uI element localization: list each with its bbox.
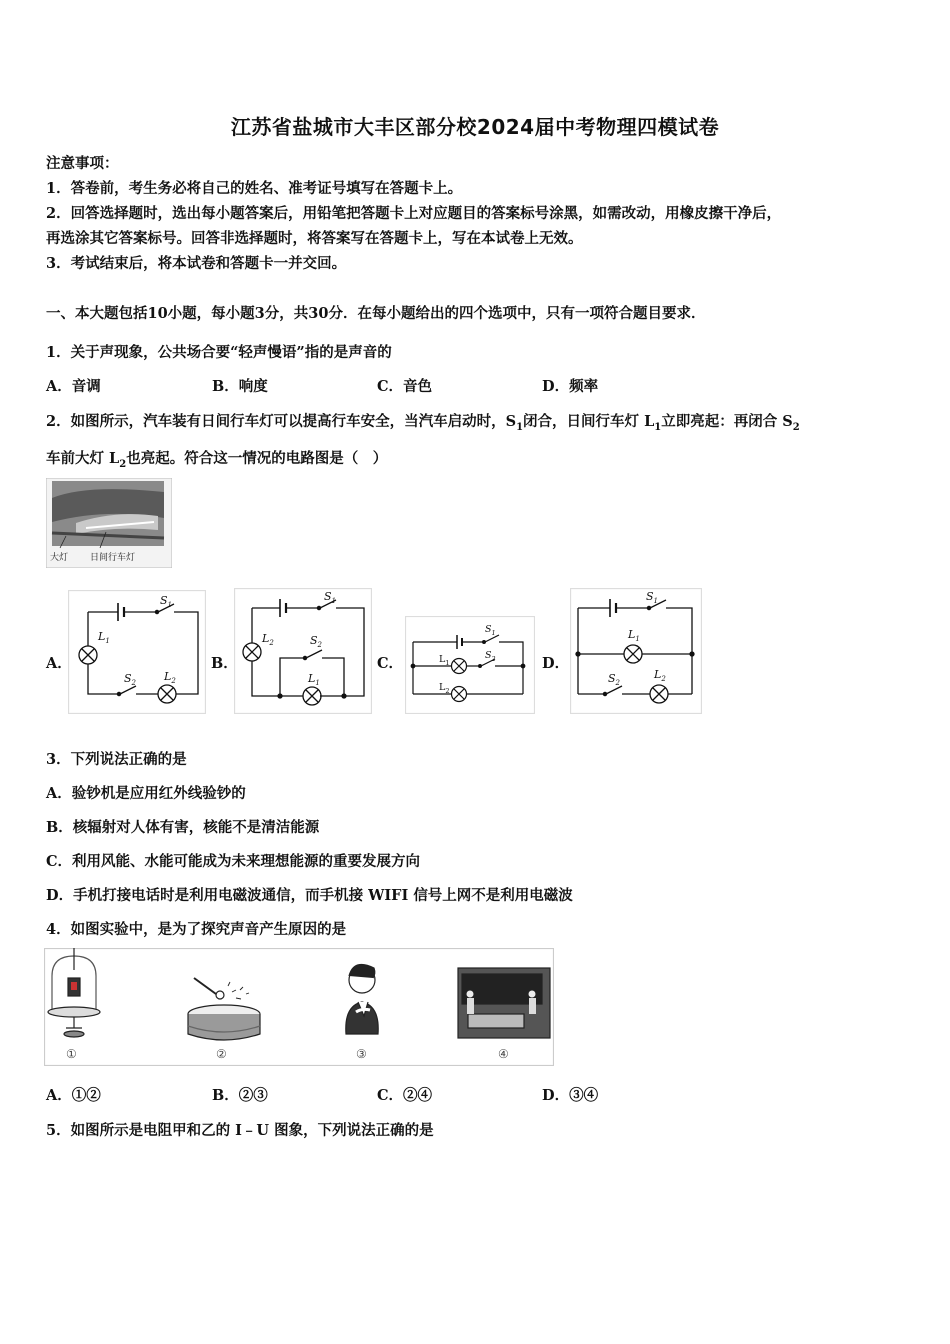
q3-option-d: D．手机打接电话时是利用电磁波通信，而手机接 WIFI 信号上网不是利用电磁波 bbox=[46, 887, 573, 904]
svg-text:L1: $L_1$ bbox=[308, 672, 320, 687]
svg-text:S1: $S_1$ bbox=[646, 590, 659, 605]
svg-text:S1: $S_1$ bbox=[485, 624, 496, 637]
q2-stem-line2: 车前大灯 $L_2$也亮起。符合这一情况的电路图是（ ） bbox=[46, 450, 388, 470]
circuit-diagram-c bbox=[405, 616, 535, 714]
notice-item: 2．回答选择题时，选出每小题答案后，用铅笔把答题卡上对应题目的答案标号涂黑，如需改动，用橡皮擦干净后， bbox=[46, 205, 782, 222]
q1-option-b: B．响度 bbox=[212, 378, 268, 395]
notice-heading: 注意事项： bbox=[46, 155, 119, 172]
q2-option-d-label: D． bbox=[542, 655, 570, 672]
q1-option-a: A．音调 bbox=[46, 378, 101, 395]
q4-option-c: C．②④ bbox=[377, 1087, 433, 1104]
svg-text:S1: $S_1$ bbox=[324, 590, 337, 605]
section-heading: 一、本大题包括10小题，每小题3分，共30分．在每小题给出的四个选项中，只有一项符合题目要求． bbox=[46, 305, 706, 322]
svg-text:L2: $L_2$ bbox=[439, 682, 450, 695]
q3-option-a: A．验钞机是应用红外线验钞的 bbox=[46, 785, 246, 802]
svg-text:S2: $S_2$ bbox=[310, 634, 323, 649]
page-title: 江苏省盐城市大丰区部分校2024届中考物理四模试卷 bbox=[230, 115, 720, 139]
photo-label-headlight: 大灯 bbox=[50, 553, 69, 563]
q2-option-b-label: B． bbox=[211, 655, 238, 672]
q2-option-c-label: C． bbox=[377, 655, 404, 672]
q4-option-d: D．③④ bbox=[542, 1087, 599, 1104]
q3-stem: 3．下列说法正确的是 bbox=[46, 751, 187, 768]
q2-option-a-label: A． bbox=[46, 655, 72, 672]
q4-stem: 4．如图实验中，是为了探究声音产生原因的是 bbox=[46, 921, 347, 938]
q1-option-d: D．频率 bbox=[542, 378, 599, 395]
svg-text:S2: $S_2$ bbox=[124, 672, 137, 687]
q1-option-c: C．音色 bbox=[377, 378, 433, 395]
svg-text:L1: $L_1$ bbox=[628, 628, 640, 643]
svg-text:L1: $L_1$ bbox=[98, 630, 110, 645]
circuit-diagram-a bbox=[68, 590, 206, 714]
q1-stem: 1．关于声现象，公共场合要“轻声慢语”指的是声音的 bbox=[46, 344, 392, 361]
svg-text:S2: $S_2$ bbox=[608, 672, 621, 687]
circuit-diagram-d bbox=[570, 588, 702, 714]
q4-caption-2: ② bbox=[216, 1047, 227, 1061]
q4-option-b: B．②③ bbox=[212, 1087, 268, 1104]
notice-item: 3．考试结束后，将本试卷和答题卡一并交回。 bbox=[46, 255, 347, 272]
car-headlight-photo bbox=[46, 478, 172, 568]
q2-stem-line1: 2．如图所示，汽车装有日间行车灯可以提高行车安全，当汽车启动时，$S_1$闭合，日间行车灯 $L_1$立即亮起：再闭合 $S_2$ bbox=[46, 413, 800, 433]
circuit-diagram-b bbox=[234, 588, 372, 714]
svg-text:L2: $L_2$ bbox=[654, 668, 666, 683]
q4-caption-4: ④ bbox=[498, 1047, 509, 1061]
q4-option-a: A．①② bbox=[46, 1087, 101, 1104]
svg-text:L2: $L_2$ bbox=[262, 632, 274, 647]
notice-item: 1．答卷前，考生务必将自己的姓名、准考证号填写在答题卡上。 bbox=[46, 180, 463, 197]
q3-option-b: B．核辐射对人体有害，核能不是清洁能源 bbox=[46, 819, 320, 836]
q4-experiment-figure bbox=[44, 948, 554, 1066]
svg-text:L2: $L_2$ bbox=[164, 670, 176, 685]
svg-text:S2: $S_2$ bbox=[485, 650, 496, 663]
svg-text:S1: $S_1$ bbox=[160, 594, 173, 609]
q3-option-c: C．利用风能、水能可能成为未来理想能源的重要发展方向 bbox=[46, 853, 421, 870]
svg-text:L1: $L_1$ bbox=[439, 654, 450, 667]
photo-label-daytime-light: 日间行车灯 bbox=[90, 553, 136, 563]
q4-caption-3: ③ bbox=[356, 1047, 367, 1061]
notice-item: 再选涂其它答案标号。回答非选择题时，将答案写在答题卡上，写在本试卷上无效。 bbox=[46, 230, 583, 247]
q4-caption-1: ① bbox=[66, 1047, 77, 1061]
q5-stem: 5．如图所示是电阻甲和乙的 I﹣U 图象，下列说法正确的是 bbox=[46, 1122, 434, 1139]
